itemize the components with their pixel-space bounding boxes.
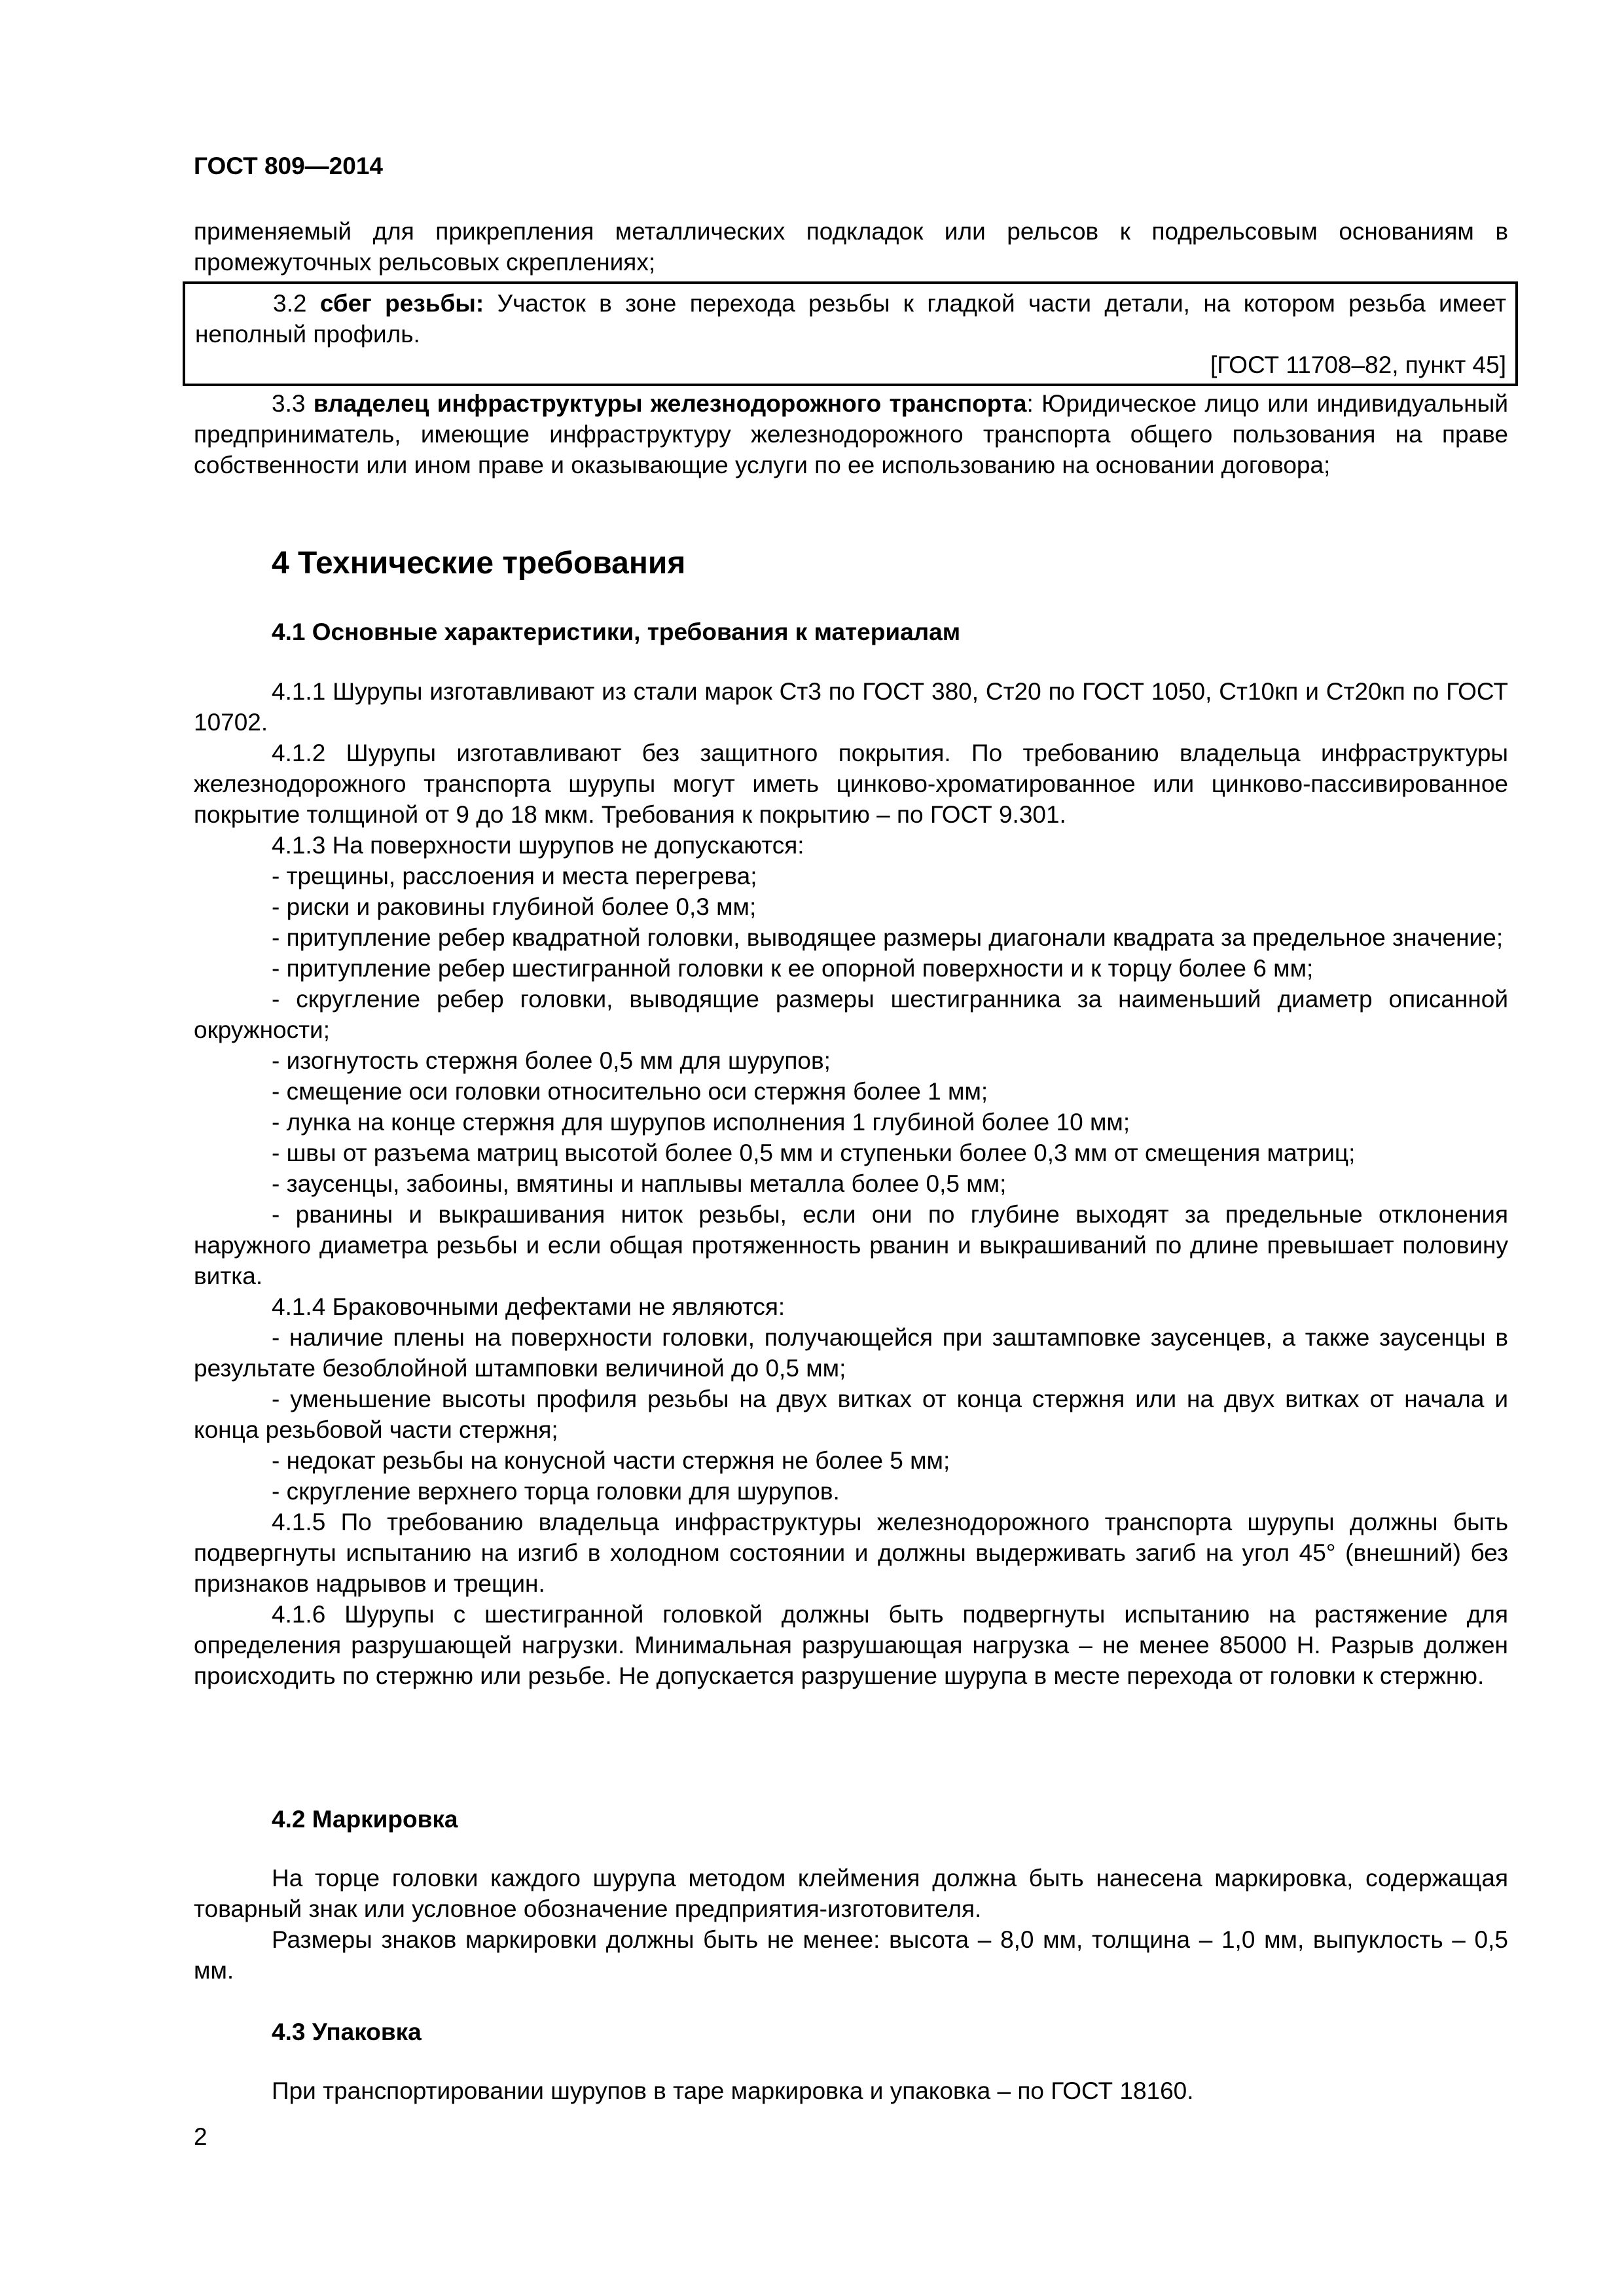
term-3-2-paragraph	[195, 288, 1506, 350]
section-4-3-body	[194, 2075, 1508, 2106]
para-4-1-1: 4.1.1 Шурупы изготавливают из стали марок Ст3 по ГОСТ 380, Ст20 по ГОСТ 1050, Ст10кп и Ст20кп по ГОСТ 10702.	[194, 678, 1508, 736]
list-item-defect: - смещение оси головки относительно оси стержня более 1 мм;	[272, 1078, 988, 1105]
intro-paragraph: применяемый для прикрепления металлических подкладок или рельсов к подрельсовым основаниям в промежуточных рельсовых скреплениях;	[194, 218, 1508, 276]
section-4-3-title: 4.3 Упаковка	[272, 2018, 422, 2045]
para-4-1-2: 4.1.2 Шурупы изготавливают без защитного покрытия. По требованию владельца инфраструктуры железнодорожного транспорта шурупы могут иметь цинково-хроматированное или цинково-пассивированное покрытие толщиной от 9 до 18 мкм. Требования к покрытию – по ГОСТ 9.301.	[194, 740, 1508, 828]
section-4-2-body	[194, 1863, 1508, 1986]
para-4-2-marking: На торце головки каждого шурупа методом клеймения должна быть нанесена маркировка, содержащая товарный знак или условное обозначение предприятия-изготовителя.	[194, 1865, 1508, 1922]
list-item-defect: - скругление ребер головки, выводящие размеры шестигранника за наименьший диаметр описанной окружности;	[194, 986, 1508, 1043]
term-3-2-definition: Участок в зоне перехода резьбы к гладкой части детали, на котором резьба имеет неполный профиль.	[195, 290, 1507, 348]
list-item-defect: - трещины, расслоения и места перегрева;	[272, 863, 757, 889]
term-3-3-block	[194, 388, 1508, 480]
document-header: ГОСТ 809—2014	[194, 152, 383, 179]
section-4-1-title: 4.1 Основные характеристики, требования к материалам	[272, 619, 961, 645]
section-4-1-body	[194, 676, 1508, 1691]
list-item-defect: - изогнутость стержня более 0,5 мм для шурупов;	[272, 1047, 831, 1074]
term-3-2-term: сбег резьбы:	[319, 290, 484, 317]
term-3-3-paragraph	[194, 388, 1508, 480]
term-3-3-number: 3.3	[272, 390, 306, 417]
list-item-defect: - лунка на конце стержня для шурупов исполнения 1 глубиной более 10 мм;	[272, 1109, 1130, 1136]
intro-continuation	[194, 216, 1508, 278]
list-item-non-defect: - недокат резьбы на конусной части стержня не более 5 мм;	[272, 1447, 950, 1474]
term-definition-box	[183, 281, 1518, 386]
list-item-defect: - заусенцы, забоины, вмятины и наплывы металла более 0,5 мм;	[272, 1170, 1007, 1197]
list-item-defect: - притупление ребер шестигранной головки к ее опорной поверхности и к торцу более 6 мм;	[272, 955, 1314, 982]
para-4-1-5: 4.1.5 По требованию владельца инфраструктуры железнодорожного транспорта шурупы должны быть подвергнуты испытанию на изгиб в холодном состоянии и должны выдерживать загиб на угол 45° (внешний) без признаков надрывов и трещин.	[194, 1509, 1508, 1597]
term-3-2-number: 3.2	[273, 290, 307, 317]
term-3-2-reference: [ГОСТ 11708–82, пункт 45]	[1210, 351, 1506, 378]
list-item-defect: - притупление ребер квадратной головки, выводящее размеры диагонали квадрата за предельное значение;	[272, 924, 1504, 951]
list-item-non-defect: - уменьшение высоты профиля резьбы на двух витках от конца стержня или на двух витках от начала и конца резьбовой части стержня;	[194, 1386, 1508, 1443]
list-item-non-defect: - наличие плены на поверхности головки, получающейся при заштамповке заусенцев, а также заусенцы в результате безоблойной штамповки величиной до 0,5 мм;	[194, 1324, 1508, 1382]
section-4-2-title: 4.2 Маркировка	[272, 1806, 458, 1833]
para-4-1-3: 4.1.3 На поверхности шурупов не допускаются:	[272, 832, 804, 859]
section-4-title: 4 Технические требования	[272, 546, 686, 581]
term-3-3-definition: : Юридическое лицо или индивидуальный предприниматель, имеющие инфраструктуру железнодорожного транспорта общего пользования на праве собственности или ином праве и оказывающие услуги по ее использованию на основании договора;	[194, 390, 1508, 478]
para-4-1-6: 4.1.6 Шурупы с шестигранной головкой должны быть подвергнуты испытанию на растяжение для определения разрушающей нагрузки. Минимальная разрушающая нагрузка – не менее 85000 Н. Разрыв должен происходить по стержню или резьбе. Не допускается разрушение шурупа в месте перехода от головки к стержню.	[194, 1601, 1508, 1689]
para-4-3-packaging: При транспортировании шурупов в таре маркировка и упаковка – по ГОСТ 18160.	[272, 2077, 1194, 2104]
list-item-non-defect: - скругление верхнего торца головки для шурупов.	[272, 1478, 840, 1505]
list-item-defect: - рванины и выкрашивания ниток резьбы, если они по глубине выходят за предельные отклонения наружного диаметра резьбы и если общая протяженность рванин и выкрашиваний по длине превышает половину витка.	[194, 1201, 1508, 1289]
list-item-defect: - риски и раковины глубиной более 0,3 мм;	[272, 893, 757, 920]
para-4-1-4: 4.1.4 Браковочными дефектами не являются:	[272, 1293, 785, 1320]
term-3-3-term: владелец инфраструктуры железнодорожного транспорта	[313, 390, 1027, 417]
page-number: 2	[194, 2123, 208, 2150]
list-item-defect: - швы от разъема матриц высотой более 0,5 мм и ступеньки более 0,3 мм от смещения матриц;	[272, 1139, 1356, 1166]
para-4-2-sizes: Размеры знаков маркировки должны быть не менее: высота – 8,0 мм, толщина – 1,0 мм, выпуклость – 0,5 мм.	[194, 1926, 1508, 1984]
